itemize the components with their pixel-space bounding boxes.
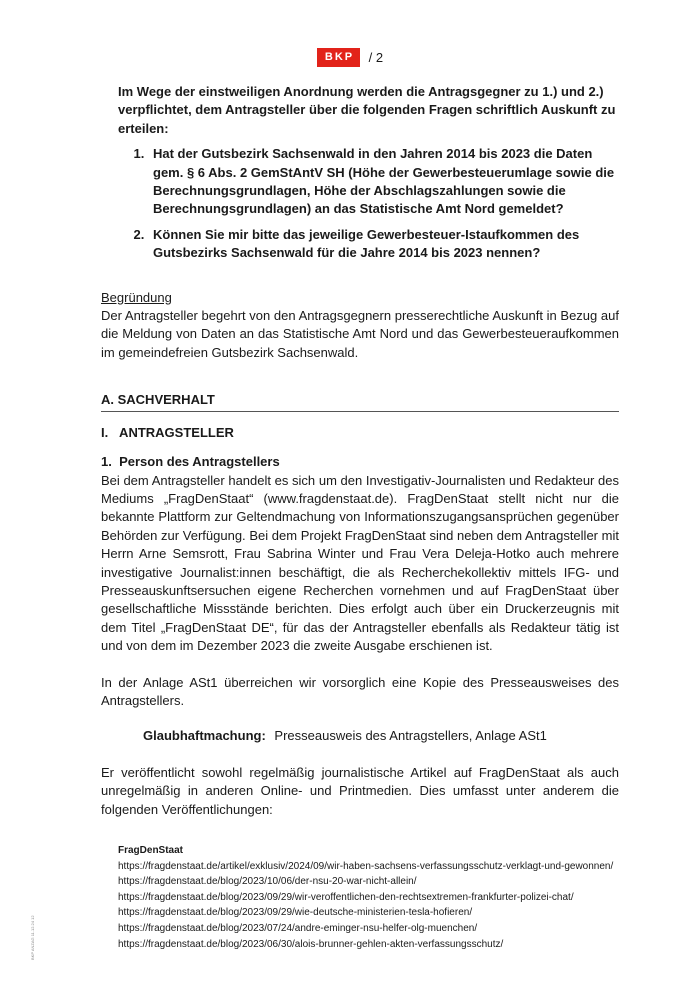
publication-link: https://fragdenstaat.de/blog/2023/09/29/wie-deutsche-ministerien-tesla-hofieren/ (118, 907, 473, 919)
publication-link: https://fragdenstaat.de/blog/2023/10/06/der-nsu-20-war-nicht-allein/ (118, 876, 417, 888)
publications-paragraph: Er veröffentlicht sowohl regelmäßig journalistische Artikel auf FragDenStaat als auch unregelmäßig in anderen Online- und Printmedien. Dies umfasst unter anderem die folgenden Veröffentlichungen: (101, 764, 619, 817)
question-item: 1. Hat der Gutsbezirk Sachsenwald in den Jahren 2014 bis 2023 die Daten gem. § 6 Abs. 2 GemStAntV SH (Höhe der Gewerbesteuerumlage sowie die Berechnungsgrundlagen, Höhe der Abschlagszahlungen sowie die Berechnungsgrundlagen) an das Statistische Amt Nord gemeldet? (148, 145, 619, 219)
section-i-heading: I. ANTRAGSTELLER (101, 424, 234, 440)
person-paragraph: Bei dem Antragsteller handelt es sich um den Investigativ-Journalisten und Redakteur des Mediums „FragDenStaat“ (www.fragdenstaat.de). FragDenStaat stellt nicht nur die bekannte Plattform zur Geltendmachung von Informationszugangsansprüchen gegenüber Behörden zur Verfügung. Bei dem Projekt FragDenStaat sind neben dem Antragsteller mit Herrn Arne Semsrott, Frau Sabrina Winter und Frau Vera Deleja-Hotko auch mehrere investigative Journalist:innen beschäftigt, die als Recherchekollektiv mittels IFG- und Presseauskunftsersuchen eigene Recherchen vornehmen und auf FragDenStaat über gesellschaftliche Missstände berichten. Dies erfolgt auch über ein Druckerzeugnis mit dem Titel „FragDenStaat DE“, für das der Antragsteller ebenfalls als Redakteur tätig ist und von dem im Dezember 2023 die zweite Ausgabe erschienen ist. (101, 472, 619, 654)
publication-link: https://fragdenstaat.de/blog/2023/07/24/andre-eminger-nsu-helfer-olg-muenchen/ (118, 922, 478, 934)
section-a-heading: A. SACHVERHALT (101, 391, 619, 411)
begruendung-heading: Begründung (101, 289, 172, 305)
begruendung-text: Der Antragsteller begehrt von den Antragsgegnern presserechtliche Auskunft in Bezug auf die Meldung von Daten an das Statistische Amt Nord und das Gewerbesteueraufkommen im gemeindefreien Gutsbezirk Sachsenwald. (101, 308, 619, 360)
subsection-1-heading: 1. Person des Antragstellers (101, 454, 280, 470)
publication-link: https://fragdenstaat.de/artikel/exklusiv/2024/09/wir-haben-sachsens-verfassungsschutz-verklagt-und-gewonnen/ (118, 860, 614, 872)
glaubhaftmachung-label: Glaubhaftmachung: (143, 728, 266, 744)
publication-link: https://fragdenstaat.de/blog/2023/09/29/wir-veroffentlichen-den-rechtsextremen-frankfurter-polizei-chat/ (118, 891, 574, 903)
anlage-paragraph: In der Anlage ASt1 überreichen wir vorsorglich eine Kopie des Presseausweises des Antragstellers. (101, 674, 619, 708)
page-header (0, 48, 700, 68)
side-print-code: BKP ANZAG 11.12.24 12 (30, 915, 35, 960)
glaubhaftmachung-value: Presseausweis des Antragstellers, Anlage ASt1 (274, 728, 547, 744)
question-list (101, 145, 619, 262)
question-item: 2. Können Sie mir bitte das jeweilige Gewerbesteuer-Istaufkommen des Gutsbezirks Sachsenwald für die Jahre 2014 bis 2023 nennen? (148, 226, 619, 263)
links-heading: FragDenStaat (118, 845, 184, 856)
begruendung-block (101, 289, 619, 363)
publication-link: https://fragdenstaat.de/blog/2023/06/30/alois-brunner-gehlen-akten-verfassungsschutz/ (118, 938, 504, 950)
page-number: / 2 (368, 50, 384, 65)
intro-paragraph: Im Wege der einstweiligen Anordnung werden die Antragsgegner zu 1.) und 2.) verpflichtet, dem Antragsteller über die folgenden Fragen schriftlich Auskunft zu erteilen: (118, 84, 616, 136)
publication-links (101, 843, 619, 952)
bkp-logo: BKP (317, 48, 360, 67)
glaubhaftmachung (101, 727, 619, 745)
document-body (101, 83, 619, 952)
